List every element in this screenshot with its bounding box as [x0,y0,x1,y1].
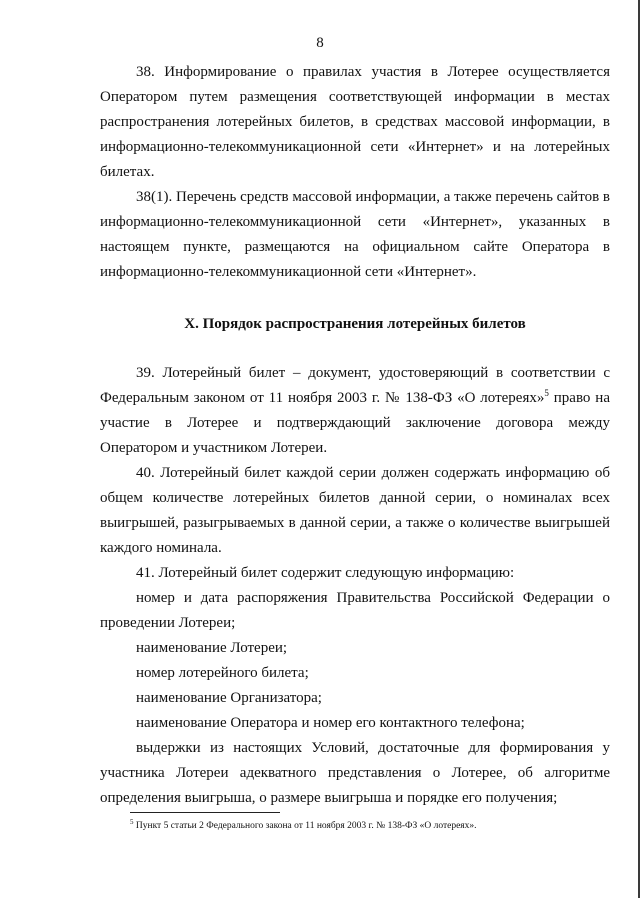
footnote-divider [130,812,280,813]
footnote-text: Пункт 5 статьи 2 Федерального закона от 11 ноября 2003 г. № 138-ФЗ «О лотереях». [133,821,477,831]
paragraph-39-text-a: 39. Лотерейный билет – документ, удостоверяющий в соответствии с Федеральным законом от 11 ноября 2003 г. № 138-ФЗ «О лотереях» [100,365,610,406]
list-item: наименование Организатора; [136,690,322,706]
paragraph-39 [100,361,610,461]
list-item: номер лотерейного билета; [136,665,309,681]
footnote [130,817,610,832]
list-item: наименование Лотереи; [136,640,288,656]
page-number: 8 [316,35,324,51]
section-heading: X. Порядок распространения лотерейных билетов [184,316,526,332]
paragraph-41-intro: 41. Лотерейный билет содержит следующую информацию: [136,565,515,581]
list-item: номер и дата распоряжения Правительства Российской Федерации о проведении Лотереи; [100,590,610,631]
footnote-reference: 5 [544,388,549,398]
paragraph-39-text-b: право на участие в Лотерее и подтверждающий заключение договора между Оператором и участником Лотереи. [100,390,610,456]
paragraph-38-1: 38(1). Перечень средств массовой информации, а также перечень сайтов в информационно-телекоммуникационной сети «Интернет», указанных в настоящем пункте, размещаются на официальном сайте Оператора в информационно-телекоммуникационной сети «Интернет». [100,189,610,280]
paragraph-38: 38. Информирование о правилах участия в Лотерее осуществляется Оператором путем размещения соответствующей информации в местах распространения лотерейных билетов, в средствах массовой информации, в информационно-телекоммуникационной сети «Интернет» и на лотерейных билетах. [100,64,610,180]
list-item: наименование Оператора и номер его контактного телефона; [136,715,525,731]
body-top [100,60,610,285]
paragraph-40: 40. Лотерейный билет каждой серии должен содержать информацию об общем количестве лотерейных билетов данной серии, о номиналах всех выигрышей, разыгрываемых в данной серии, а также о количестве выигрышей каждого номинала. [100,465,610,556]
footnote-mark: 5 [130,817,134,826]
body-main [100,361,610,811]
list-item: выдержки из настоящих Условий, достаточные для формирования у участника Лотереи адекватного представления о Лотерее, об алгоритме определения выигрыша, о размере выигрыша и порядке его получения; [100,740,610,806]
